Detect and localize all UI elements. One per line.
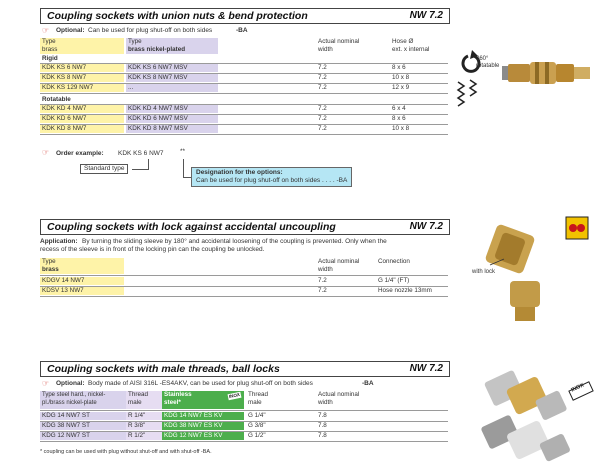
cell-nickel: KDK KS 6 NW7 MSV: [126, 64, 218, 72]
cell-brass: KDK KS 129 NW7: [40, 84, 124, 92]
cell-thread: R 1/4": [126, 412, 162, 420]
table-row: [40, 84, 448, 92]
cell-width: 7.2: [318, 277, 327, 284]
section1-optional-label: Optional:: [56, 27, 85, 34]
cell-hose: 8 x 6: [392, 64, 406, 71]
pointing-hand-icon: ☞: [42, 379, 50, 388]
section1-title: Coupling sockets with union nuts & bend protection: [47, 10, 308, 22]
divider: [40, 93, 448, 94]
table-row: [40, 432, 448, 440]
cell-thread: R 1/2": [126, 432, 162, 440]
col-type-label: Type steel hard., nickel-: [42, 392, 106, 398]
cell-brass: KDK KD 8 NW7: [40, 125, 124, 133]
col-actual-label: Actual nominal: [318, 391, 360, 398]
section3-optional-code: -BA: [362, 380, 374, 387]
col-type-label: Type: [42, 258, 56, 265]
cell-stainless: KDG 14 NW7 ES KV: [162, 412, 244, 420]
coupling-socket-male-thread-image: [462, 362, 598, 470]
group-rigid-label: Rigid: [42, 55, 58, 62]
cell-thread: G 1/2": [248, 432, 266, 439]
section1-header: [40, 8, 450, 24]
col-nickel-label: brass nickel-plated: [128, 46, 186, 53]
table-row: [40, 412, 448, 420]
cell-brass: KDK KD 6 NW7: [40, 115, 124, 123]
designation-text: Can be used for plug shut-off on both sides . . . . -BA: [196, 177, 348, 184]
rotate-label-2: rotatable: [476, 63, 500, 69]
table-row: [40, 422, 448, 430]
group-rotatable: [40, 96, 448, 104]
col-thread-label: Thread: [248, 391, 268, 398]
divider: [40, 275, 448, 276]
order-example-stars: **: [180, 148, 186, 155]
table-row: [40, 287, 448, 295]
table-row: [40, 74, 448, 82]
divider: [40, 134, 448, 135]
table-row: [40, 125, 448, 133]
cell-nickel: KDK KD 6 NW7 MSV: [126, 115, 218, 123]
table-row: [40, 277, 448, 285]
pointing-hand-icon: ☞: [42, 26, 50, 35]
cell-width: 7.8: [318, 432, 327, 439]
cell-width: 7.2: [318, 115, 327, 122]
divider: [40, 441, 448, 442]
col-brass-label: brass: [42, 46, 58, 53]
cell-nickel: KDK KD 4 NW7 MSV: [126, 105, 218, 113]
group-rotatable-label: Rotatable: [42, 96, 71, 103]
cell-width: 7.2: [318, 74, 327, 81]
section3-footnote: * coupling can be used with plug without shut-off and with shut-off -BA.: [40, 449, 212, 455]
col-actual-sub: width: [318, 266, 333, 273]
cell-hose: 10 x 8: [392, 125, 410, 132]
col-hose-label: Hose Ø: [392, 38, 414, 45]
cell-brass: KDK KD 4 NW7: [40, 105, 124, 113]
cell-type: KDGV 14 NW7: [40, 277, 124, 285]
section3-optional-label: Optional:: [56, 380, 85, 387]
section1-optional-text: Can be used for plug shut-off on both sides: [88, 27, 213, 34]
cell-stainless: KDG 12 NW7 ES KV: [162, 432, 244, 440]
col-connection-label: Connection: [378, 258, 410, 265]
section3-nw: NW 7.2: [409, 363, 443, 374]
rotate-label-1: 360°: [476, 56, 489, 62]
designation-title: Designation for the options:: [196, 169, 283, 176]
col-stainless-sub: steel*: [164, 399, 181, 406]
col-type-label: Type: [128, 38, 142, 45]
cell-nickel: KDK KS 8 NW7 MSV: [126, 74, 218, 82]
table-row: [40, 115, 448, 123]
cell-stainless: KDG 38 NW7 ES KV: [162, 422, 244, 430]
cell-width: 7.2: [318, 125, 327, 132]
cell-hose: 8 x 6: [392, 115, 406, 122]
cell-thread: G 1/4": [248, 412, 266, 419]
table-row: [40, 64, 448, 72]
divider: [40, 410, 448, 411]
connector-line: [183, 159, 184, 177]
application-text-1: By turning the sliding sleeve by 180° and accidental loosening of the coupling is prevented. Only when the: [82, 238, 387, 245]
cell-width: 7.8: [318, 412, 327, 419]
connector-line: [183, 177, 191, 178]
cell-width: 7.8: [318, 422, 327, 429]
col-type-label: Type: [42, 38, 56, 45]
section2-header: [40, 219, 450, 235]
connector-line: [148, 159, 149, 169]
cell-hose: 12 x 9: [392, 84, 410, 91]
divider: [40, 296, 448, 297]
section2-table-header: [40, 258, 448, 274]
cell-nickel: KDK KD 8 NW7 MSV: [126, 125, 218, 133]
cell-type: KDSV 13 NW7: [40, 287, 124, 295]
cell-thread: R 3/8": [126, 422, 162, 430]
cell-width: 7.2: [318, 84, 327, 91]
cell-connection: G 1/4" (FT): [378, 277, 410, 284]
col-brass-label: brass: [42, 266, 59, 273]
section3-title: Coupling sockets with male threads, ball locks: [47, 363, 280, 375]
section3-header: [40, 361, 450, 377]
cell-width: 7.2: [318, 105, 327, 112]
section3-optional-text: Body made of AISI 316L -ES4AKV, can be used for plug shut-off on both sides: [88, 380, 313, 387]
coupling-socket-union-nut-image: [450, 44, 595, 110]
col-stainless-label: Stainless: [164, 391, 192, 398]
section1-table-header: [40, 38, 448, 54]
cell-brass: KDK KS 6 NW7: [40, 64, 124, 72]
cell-type: KDG 14 NW7 ST: [40, 412, 126, 420]
col-actual-sub: width: [318, 399, 333, 406]
cell-brass: KDK KS 8 NW7: [40, 74, 124, 82]
table-row: [40, 105, 448, 113]
section2-nw: NW 7.2: [409, 221, 443, 232]
cell-type: KDG 38 NW7 ST: [40, 422, 126, 430]
with-lock-label: with lock: [472, 269, 496, 275]
application-label: Application:: [40, 238, 78, 245]
order-example-value: KDK KS 6 NW7: [118, 150, 164, 157]
cell-nickel: ...: [126, 84, 218, 92]
connector-line: [132, 169, 149, 170]
cell-type: KDG 12 NW7 ST: [40, 432, 126, 440]
col-hose-sub: ext. x internal: [392, 46, 430, 53]
col-thread-label: Thread: [128, 391, 148, 398]
col-actual-label: Actual nominal: [318, 38, 360, 45]
cell-hose: 10 x 8: [392, 74, 410, 81]
standard-type-box: Standard type: [80, 164, 128, 174]
col-actual-label: Actual nominal: [318, 258, 360, 265]
section2-title: Coupling sockets with lock against accidental uncoupling: [47, 221, 336, 233]
cell-width: 7.2: [318, 287, 327, 294]
cell-connection: Hose nozzle 13mm: [378, 287, 432, 294]
pointing-hand-icon: ☞: [42, 148, 50, 157]
cell-hose: 6 x 4: [392, 105, 406, 112]
cell-thread: G 3/8": [248, 422, 266, 429]
section1-nw: NW 7.2: [409, 10, 443, 21]
inox-badge-icon: INOX: [228, 391, 241, 400]
section3-table-header: [40, 391, 448, 409]
col-thread-sub: male: [128, 399, 142, 406]
inox-label: INOX: [570, 382, 586, 394]
section1-optional-code: -BA: [236, 27, 248, 34]
col-type-sub: pl./brass nickel-plate: [42, 400, 97, 406]
cell-width: 7.2: [318, 64, 327, 71]
col-thread-sub: male: [248, 399, 262, 406]
col-actual-sub: width: [318, 46, 333, 53]
designation-box: [191, 167, 352, 187]
group-rigid: [40, 55, 448, 63]
order-example-label: Order example:: [56, 150, 104, 157]
application-text-2: recess of the sleeve is in front of the locking pin can the coupling be unlocked.: [40, 246, 265, 253]
